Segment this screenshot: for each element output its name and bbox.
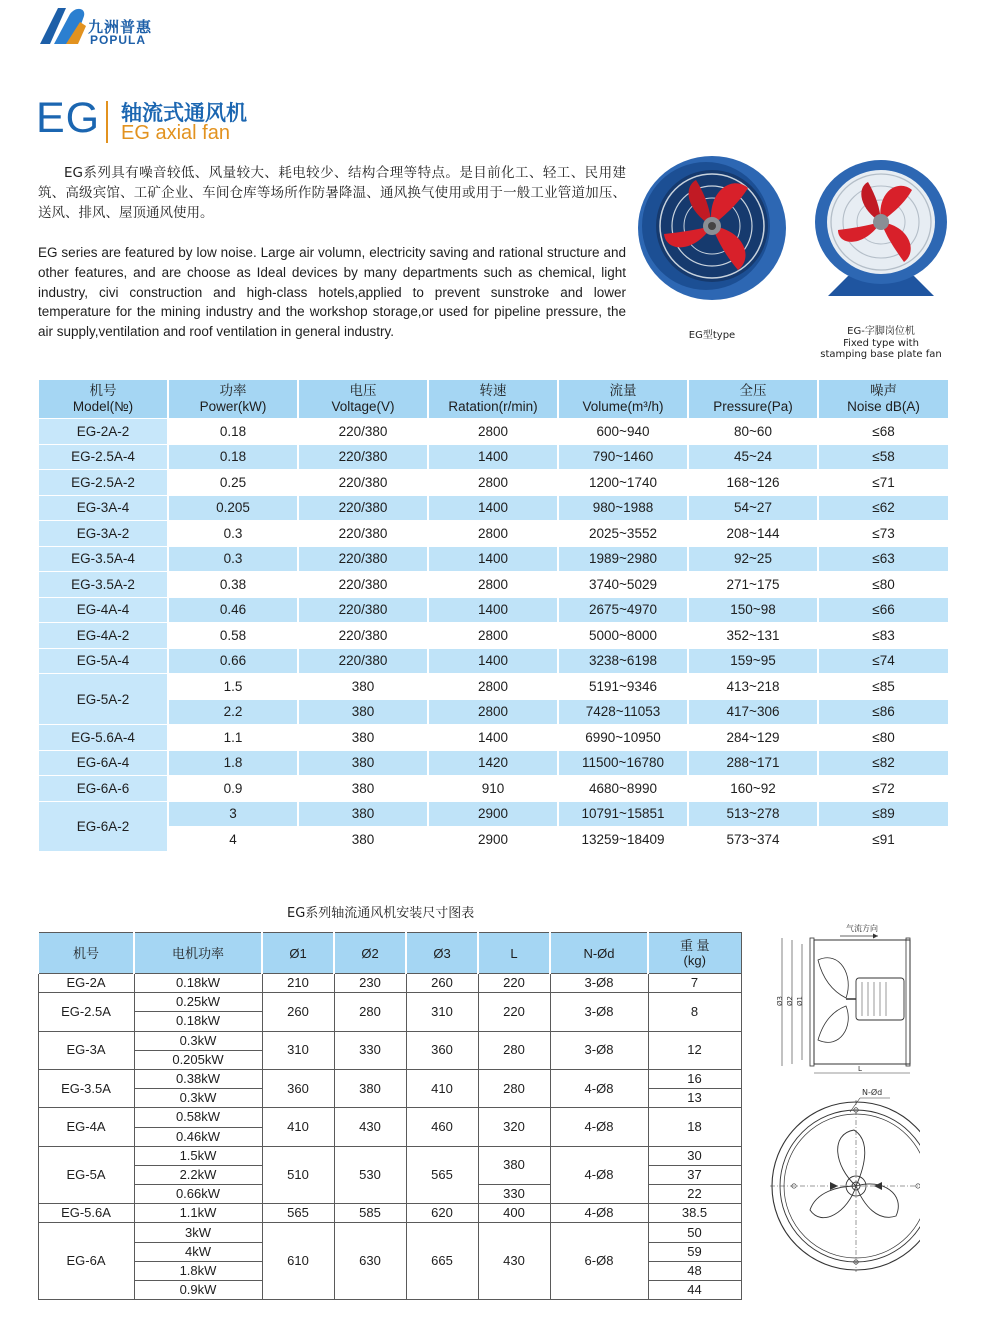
table-row <box>38 521 948 547</box>
d3-label: Ø3 <box>776 996 784 1006</box>
col-header-length: L <box>478 933 550 974</box>
table-cell: 160~92 <box>688 776 818 802</box>
logo-name-zh: 九洲普惠 <box>88 18 153 36</box>
table-cell: 220/380 <box>298 470 428 496</box>
table-row <box>38 1146 741 1165</box>
table-cell: 22 <box>648 1185 741 1204</box>
table-cell: 220/380 <box>298 623 428 649</box>
table-cell: 3-Ø8 <box>550 974 648 993</box>
table-cell: 220/380 <box>298 546 428 572</box>
table-cell: 380 <box>298 776 428 802</box>
table-cell: EG-6A-6 <box>38 776 168 802</box>
table-cell: 0.18 <box>168 419 298 445</box>
spec-header-row <box>38 380 948 419</box>
table-cell: 0.9 <box>168 776 298 802</box>
table-row <box>38 546 948 572</box>
table-cell: 13259~18409 <box>558 827 688 852</box>
table-cell: 0.38 <box>168 572 298 598</box>
table-cell: 460 <box>406 1108 478 1146</box>
table-cell: ≤68 <box>818 419 948 445</box>
brand-logo <box>36 4 176 46</box>
table-cell: EG-5A-4 <box>38 648 168 674</box>
table-cell: EG-3A-4 <box>38 495 168 521</box>
table-cell: 18 <box>648 1108 741 1146</box>
table-cell: 1400 <box>428 648 558 674</box>
table-cell: 38.5 <box>648 1204 741 1223</box>
table-cell: 2800 <box>428 674 558 700</box>
table-cell: 4 <box>168 827 298 852</box>
table-cell: 0.3 <box>168 521 298 547</box>
table-cell: EG-5A <box>38 1146 134 1204</box>
model-code-title: EG <box>36 94 101 142</box>
table-cell: 2.2kW <box>134 1165 262 1184</box>
dimension-header-row <box>38 933 741 974</box>
airflow-direction-label: 气流方向 <box>846 924 878 933</box>
table-cell: 260 <box>262 993 334 1031</box>
table-cell: 2900 <box>428 801 558 827</box>
table-row <box>38 597 948 623</box>
table-cell: 410 <box>262 1108 334 1146</box>
table-cell: 1.1 <box>168 725 298 751</box>
table-cell: 168~126 <box>688 470 818 496</box>
table-row <box>38 699 948 725</box>
fan-caption-stand-type <box>806 326 956 361</box>
col-header-holes: N-Ød <box>550 933 648 974</box>
table-cell: 380 <box>298 827 428 852</box>
table-row <box>38 801 948 827</box>
table-cell: 600~940 <box>558 419 688 445</box>
table-cell: 665 <box>406 1223 478 1300</box>
table-cell: 320 <box>478 1108 550 1146</box>
table-row <box>38 776 948 802</box>
table-row <box>38 1108 741 1127</box>
caption-line-en-1: Fixed type with <box>843 337 919 349</box>
table-cell: 284~129 <box>688 725 818 751</box>
table-cell: 230 <box>334 974 406 993</box>
table-cell: 280 <box>478 1031 550 1069</box>
table-cell: EG-5.6A <box>38 1204 134 1223</box>
caption-line-zh: EG-字脚岗位机 <box>847 326 915 337</box>
col-header-d1: Ø1 <box>262 933 334 974</box>
col-header-model: 机号 Model(№) <box>38 380 168 419</box>
table-cell: 0.18kW <box>134 1012 262 1031</box>
col-header-d2: Ø2 <box>334 933 406 974</box>
table-cell: 5000~8000 <box>558 623 688 649</box>
table-cell: 12 <box>648 1031 741 1069</box>
table-cell: 530 <box>334 1146 406 1204</box>
table-cell: 2800 <box>428 470 558 496</box>
table-row <box>38 1204 741 1223</box>
table-cell: ≤80 <box>818 725 948 751</box>
spec-table <box>37 380 948 852</box>
table-cell: 2800 <box>428 699 558 725</box>
table-cell: 620 <box>406 1204 478 1223</box>
table-cell: ≤83 <box>818 623 948 649</box>
table-cell: EG-2A-2 <box>38 419 168 445</box>
table-cell: 360 <box>406 1031 478 1069</box>
table-cell: EG-3A-2 <box>38 521 168 547</box>
table-cell: 1400 <box>428 495 558 521</box>
table-cell: 271~175 <box>688 572 818 598</box>
table-cell: ≤71 <box>818 470 948 496</box>
table-cell: 45~24 <box>688 444 818 470</box>
d2-label: Ø2 <box>786 996 794 1006</box>
table-cell: 380 <box>298 750 428 776</box>
col-header-motor-power: 电机功率 <box>134 933 262 974</box>
table-cell: 1.8 <box>168 750 298 776</box>
table-cell: 380 <box>298 699 428 725</box>
table-cell: 4-Ø8 <box>550 1204 648 1223</box>
table-cell: 1400 <box>428 597 558 623</box>
table-cell: 410 <box>406 1069 478 1107</box>
dimension-table-title: EG系列轴流通风机安装尺寸图表 <box>287 906 475 921</box>
col-header-volume: 流量 Volume(m³/h) <box>558 380 688 419</box>
table-row <box>38 572 948 598</box>
table-row <box>38 470 948 496</box>
table-cell: EG-2.5A-4 <box>38 444 168 470</box>
table-cell: 4-Ø8 <box>550 1069 648 1107</box>
table-cell: 150~98 <box>688 597 818 623</box>
length-label: L <box>858 1065 862 1073</box>
table-cell: 37 <box>648 1165 741 1184</box>
table-cell: 220 <box>478 974 550 993</box>
table-row <box>38 444 948 470</box>
table-cell: 4kW <box>134 1242 262 1261</box>
table-cell: 1400 <box>428 546 558 572</box>
fan-side-view-drawing <box>770 920 920 1080</box>
table-cell: 4-Ø8 <box>550 1146 648 1204</box>
table-cell: 8 <box>648 993 741 1031</box>
table-cell: 400 <box>478 1204 550 1223</box>
table-cell: 790~1460 <box>558 444 688 470</box>
table-cell: EG-6A <box>38 1223 134 1300</box>
table-cell: EG-4A-2 <box>38 623 168 649</box>
table-row <box>38 974 741 993</box>
table-cell: 220 <box>478 993 550 1031</box>
table-cell: EG-6A-2 <box>38 801 168 852</box>
table-cell: ≤80 <box>818 572 948 598</box>
table-cell: 44 <box>648 1281 741 1300</box>
table-cell: 2800 <box>428 419 558 445</box>
table-cell: 3740~5029 <box>558 572 688 598</box>
table-cell: 0.25kW <box>134 993 262 1012</box>
d1-label: Ø1 <box>796 996 804 1006</box>
table-cell: 220/380 <box>298 648 428 674</box>
col-header-d3: Ø3 <box>406 933 478 974</box>
table-cell: EG-4A-4 <box>38 597 168 623</box>
table-cell: 610 <box>262 1223 334 1300</box>
table-cell: 1.5kW <box>134 1146 262 1165</box>
fan-front-view-drawing <box>770 1086 920 1296</box>
table-cell: 360 <box>262 1069 334 1107</box>
table-row <box>38 419 948 445</box>
col-header-weight: 重 量 (kg) <box>648 933 741 974</box>
table-cell: 59 <box>648 1242 741 1261</box>
table-cell: 0.66 <box>168 648 298 674</box>
table-cell: 50 <box>648 1223 741 1242</box>
table-cell: 380 <box>298 725 428 751</box>
holes-label: N-Ød <box>862 1088 883 1097</box>
table-cell: ≤73 <box>818 521 948 547</box>
table-cell: 0.46kW <box>134 1127 262 1146</box>
table-cell: ≤72 <box>818 776 948 802</box>
table-cell: 413~218 <box>688 674 818 700</box>
table-cell: ≤62 <box>818 495 948 521</box>
table-cell: 280 <box>478 1069 550 1107</box>
table-cell: 430 <box>334 1108 406 1146</box>
table-cell: 510 <box>262 1146 334 1204</box>
table-cell: 3-Ø8 <box>550 1031 648 1069</box>
table-cell: EG-3A <box>38 1031 134 1069</box>
caption-line-en-2: stamping base plate fan <box>820 349 942 360</box>
table-cell: 6-Ø8 <box>550 1223 648 1300</box>
table-cell: EG-5.6A-4 <box>38 725 168 751</box>
table-cell: ≤86 <box>818 699 948 725</box>
table-cell: 0.205kW <box>134 1050 262 1069</box>
table-cell: 380 <box>334 1069 406 1107</box>
title-divider <box>106 101 108 143</box>
col-header-power: 功率 Power(kW) <box>168 380 298 419</box>
table-cell: 260 <box>406 974 478 993</box>
table-cell: EG-2.5A-2 <box>38 470 168 496</box>
table-cell: 13 <box>648 1089 741 1108</box>
col-header-noise: 噪声 Noise dB(A) <box>818 380 948 419</box>
table-cell: 4-Ø8 <box>550 1108 648 1146</box>
table-cell: 380 <box>298 801 428 827</box>
table-cell: 0.38kW <box>134 1069 262 1088</box>
table-cell: 220/380 <box>298 495 428 521</box>
table-cell: 1.5 <box>168 674 298 700</box>
col-header-speed: 转速 Ratation(r/min) <box>428 380 558 419</box>
table-cell: 1200~1740 <box>558 470 688 496</box>
table-cell: 3238~6198 <box>558 648 688 674</box>
table-cell: 0.9kW <box>134 1281 262 1300</box>
table-cell: 3-Ø8 <box>550 993 648 1031</box>
table-cell: 1.1kW <box>134 1204 262 1223</box>
table-cell: 3kW <box>134 1223 262 1242</box>
table-cell: 0.18 <box>168 444 298 470</box>
logo-name-en: POPULA <box>90 33 147 47</box>
table-row <box>38 993 741 1012</box>
table-cell: 910 <box>428 776 558 802</box>
title-zh: 轴流式通风机 <box>121 101 247 125</box>
table-cell: 0.3kW <box>134 1031 262 1050</box>
table-cell: 30 <box>648 1146 741 1165</box>
title-en: EG axial fan <box>121 122 230 144</box>
table-cell: EG-3.5A-2 <box>38 572 168 598</box>
table-row <box>38 725 948 751</box>
table-cell: 630 <box>334 1223 406 1300</box>
table-cell: 330 <box>334 1031 406 1069</box>
table-cell: 2025~3552 <box>558 521 688 547</box>
table-cell: 159~95 <box>688 648 818 674</box>
table-cell: 565 <box>262 1204 334 1223</box>
table-cell: ≤58 <box>818 444 948 470</box>
table-row <box>38 648 948 674</box>
table-cell: ≤66 <box>818 597 948 623</box>
table-cell: 310 <box>262 1031 334 1069</box>
table-cell: 310 <box>406 993 478 1031</box>
col-header-voltage: 电压 Voltage(V) <box>298 380 428 419</box>
table-cell: 54~27 <box>688 495 818 521</box>
table-cell: 2.2 <box>168 699 298 725</box>
table-cell: 980~1988 <box>558 495 688 521</box>
table-cell: 7 <box>648 974 741 993</box>
table-cell: 0.58kW <box>134 1108 262 1127</box>
table-row <box>38 750 948 776</box>
table-cell: EG-2.5A <box>38 993 134 1031</box>
table-cell: 565 <box>406 1146 478 1204</box>
table-cell: 380 <box>478 1146 550 1184</box>
table-cell: 380 <box>298 674 428 700</box>
table-cell: ≤91 <box>818 827 948 852</box>
table-cell: 2800 <box>428 623 558 649</box>
table-cell: 220/380 <box>298 419 428 445</box>
table-cell: EG-4A <box>38 1108 134 1146</box>
table-cell: 0.3 <box>168 546 298 572</box>
table-cell: 220/380 <box>298 444 428 470</box>
table-cell: 352~131 <box>688 623 818 649</box>
table-cell: 4680~8990 <box>558 776 688 802</box>
table-cell: 220/380 <box>298 572 428 598</box>
table-cell: 288~171 <box>688 750 818 776</box>
table-row <box>38 674 948 700</box>
table-cell: ≤63 <box>818 546 948 572</box>
table-cell: 2800 <box>428 521 558 547</box>
table-cell: 1989~2980 <box>558 546 688 572</box>
table-cell: 48 <box>648 1261 741 1280</box>
table-cell: 280 <box>334 993 406 1031</box>
table-cell: 2675~4970 <box>558 597 688 623</box>
table-cell: 0.18kW <box>134 974 262 993</box>
table-cell: 330 <box>478 1185 550 1204</box>
stand-type-fan-image <box>808 156 954 298</box>
table-cell: 1400 <box>428 444 558 470</box>
table-cell: 2800 <box>428 572 558 598</box>
col-header-model: 机号 <box>38 933 134 974</box>
table-cell: 417~306 <box>688 699 818 725</box>
table-cell: 0.58 <box>168 623 298 649</box>
table-cell: 5191~9346 <box>558 674 688 700</box>
table-row <box>38 1223 741 1242</box>
table-cell: 6990~10950 <box>558 725 688 751</box>
table-row <box>38 827 948 852</box>
table-cell: EG-6A-4 <box>38 750 168 776</box>
fan-caption-eg-type: EG型type <box>688 330 736 341</box>
table-cell: 513~278 <box>688 801 818 827</box>
table-cell: 7428~11053 <box>558 699 688 725</box>
table-cell: ≤82 <box>818 750 948 776</box>
table-row <box>38 1031 741 1050</box>
table-cell: 80~60 <box>688 419 818 445</box>
table-cell: 3 <box>168 801 298 827</box>
table-cell: ≤74 <box>818 648 948 674</box>
table-cell: 92~25 <box>688 546 818 572</box>
table-cell: 0.25 <box>168 470 298 496</box>
description-zh: EG系列具有噪音较低、风量较大、耗电较少、结构合理等特点。是目前化工、轻工、民用建筑、高级宾馆、工矿企业、车间仓库等场所作防暑降温、通风换气使用或用于一般工业管道加压、送风、排风、屋顶通风使用。 <box>38 165 626 221</box>
table-cell: 11500~16780 <box>558 750 688 776</box>
table-cell: 220/380 <box>298 597 428 623</box>
table-cell: EG-3.5A <box>38 1069 134 1107</box>
description-en: EG series are featured by low noise. Large air volumn, electricity saving and rational structure and other features, and are choose as Ideal devices by many departments such as chemical, light industry, civi construction and high-class hotels,applied to prevent sunstroke and lower temperature for the mining industry and the workshop storage,or used for pipeline pressure, the air supply,ventilation and roof ventilation in general industry. <box>38 245 626 340</box>
table-cell: 208~144 <box>688 521 818 547</box>
table-cell: EG-5A-2 <box>38 674 168 725</box>
table-cell: 430 <box>478 1223 550 1300</box>
table-cell: 210 <box>262 974 334 993</box>
popula-logo-icon <box>36 4 88 46</box>
table-cell: 1.8kW <box>134 1261 262 1280</box>
table-cell: 585 <box>334 1204 406 1223</box>
table-cell: 2900 <box>428 827 558 852</box>
table-cell: 573~374 <box>688 827 818 852</box>
table-cell: 1400 <box>428 725 558 751</box>
col-header-pressure: 全压 Pressure(Pa) <box>688 380 818 419</box>
table-cell: 16 <box>648 1069 741 1088</box>
table-cell: EG-2A <box>38 974 134 993</box>
table-cell: 1420 <box>428 750 558 776</box>
table-cell: ≤85 <box>818 674 948 700</box>
table-cell: 220/380 <box>298 521 428 547</box>
table-cell: 0.46 <box>168 597 298 623</box>
table-cell: 0.66kW <box>134 1185 262 1204</box>
table-cell: 0.205 <box>168 495 298 521</box>
table-cell: 10791~15851 <box>558 801 688 827</box>
table-row <box>38 1069 741 1088</box>
table-row <box>38 623 948 649</box>
eg-type-fan-image <box>636 152 788 302</box>
dimension-table <box>37 932 742 1300</box>
table-cell: 0.3kW <box>134 1089 262 1108</box>
table-row <box>38 495 948 521</box>
table-cell: ≤89 <box>818 801 948 827</box>
table-cell: EG-3.5A-4 <box>38 546 168 572</box>
